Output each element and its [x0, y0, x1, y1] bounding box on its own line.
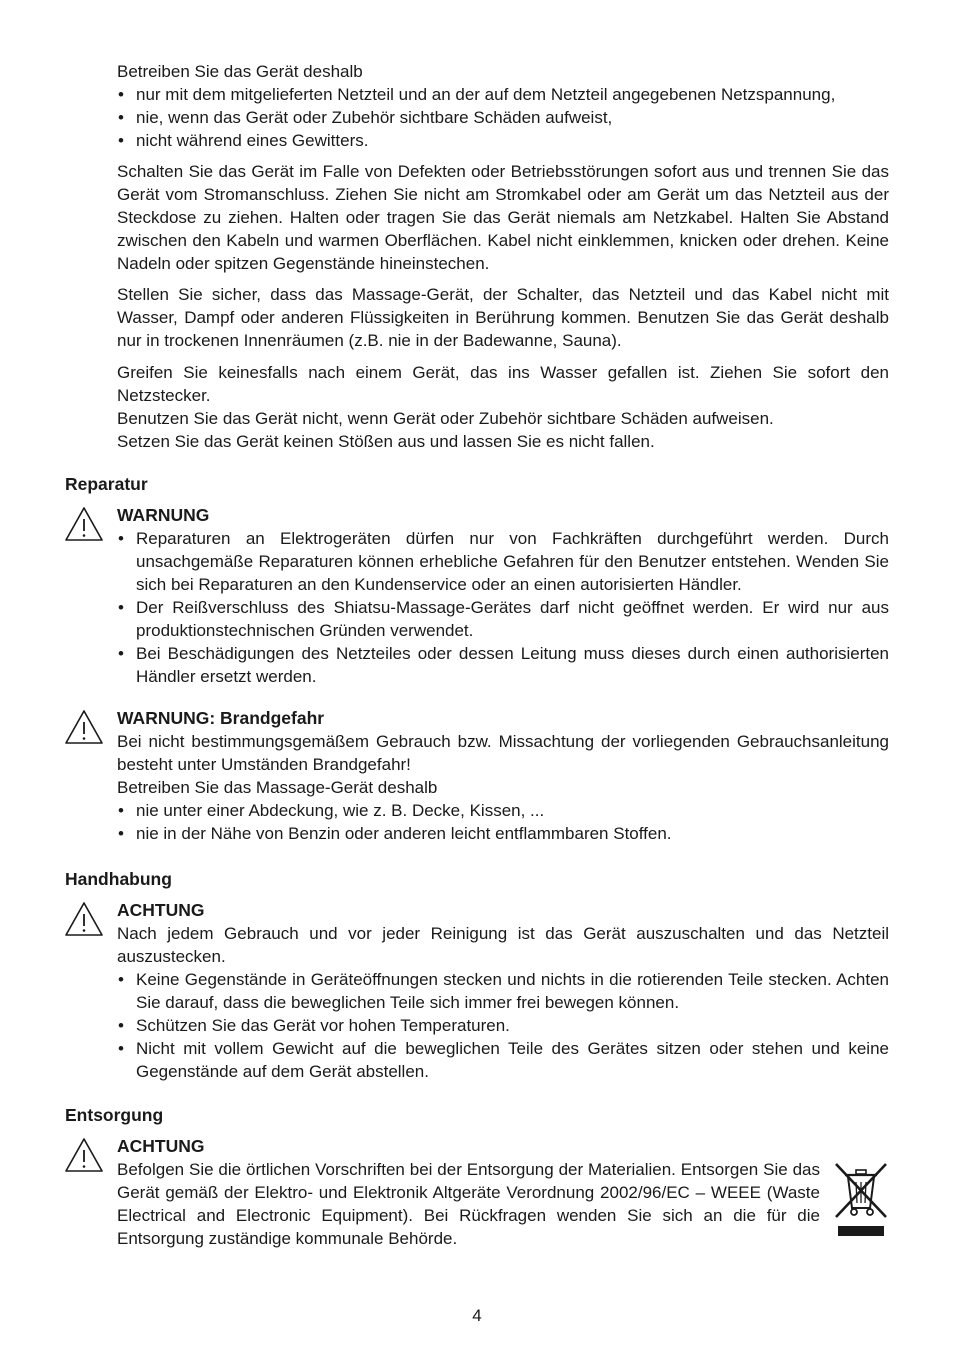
reparatur-bullet: • Reparaturen an Elektrogeräten dürfen nur von Fachkräften durchgeführt werden. Durch unsachgemäße Reparaturen können erhebliche Gefahren für den Benutzer entstehen. Wenden Sie sich bei Reparaturen an den Kundenservice oder an einen autorisierten Händler.: [117, 527, 889, 596]
reparatur-bullet: • Bei Beschädigungen des Netzteiles oder dessen Leitung muss dieses durch einen authorisierten Händler ersetzt werden.: [117, 642, 889, 688]
page-number: 4: [472, 1306, 482, 1325]
fire-warning-text: Bei nicht bestimmungsgemäßem Gebrauch bzw. Missachtung der vorliegenden Gebrauchsanleitung besteht unter Umständen Brandgefahr!: [117, 732, 889, 774]
handhabung-caution-block: [117, 899, 889, 1083]
intro-paragraph-3c: Setzen Sie das Gerät keinen Stößen aus und lassen Sie es nicht fallen.: [117, 432, 655, 451]
intro-paragraph-3: [117, 361, 889, 453]
fire-warning-lead: Betreiben Sie das Massage-Gerät deshalb: [117, 778, 438, 797]
reparatur-warning-block: [117, 504, 889, 688]
fire-warning-block: [117, 707, 889, 845]
intro-bullet: • nie, wenn das Gerät oder Zubehör sichtbare Schäden aufweist,: [117, 106, 889, 129]
intro-section: [117, 60, 889, 152]
fire-warning-title: WARNUNG: Brandgefahr: [117, 708, 325, 728]
handhabung-bullet: • Nicht mit vollem Gewicht auf die beweglichen Teile des Gerätes sitzen oder stehen und keine Gegenstände auf dem Gerät abstellen.: [117, 1037, 889, 1083]
fire-bullet: • nie unter einer Abdeckung, wie z. B. Decke, Kissen, ...: [117, 799, 889, 822]
warning-title: WARNUNG: [117, 505, 210, 525]
intro-lead: Betreiben Sie das Gerät deshalb: [117, 62, 363, 81]
section-heading-handhabung: Handhabung: [65, 869, 172, 889]
caution-title: ACHTUNG: [117, 900, 205, 920]
handhabung-text: Nach jedem Gebrauch und vor jeder Reinigung ist das Gerät auszuschalten und das Netzteil auszustecken.: [117, 924, 889, 966]
warning-triangle-icon: [64, 901, 104, 937]
intro-bullet: • nur mit dem mitgelieferten Netzteil und an der auf dem Netzteil angegebenen Netzspannung,: [117, 83, 889, 106]
intro-bullet: • nicht während eines Gewitters.: [117, 129, 889, 152]
fire-bullet: • nie in der Nähe von Benzin oder anderen leicht entflammbaren Stoffen.: [117, 822, 889, 845]
handhabung-bullet: • Keine Gegenstände in Geräteöffnungen stecken und nichts in die rotierenden Teile stecken. Achten Sie darauf, dass die beweglichen Teile sich immer frei bewegen können.: [117, 968, 889, 1014]
intro-paragraph-3a: Greifen Sie keinesfalls nach einem Gerät, das ins Wasser gefallen ist. Ziehen Sie sofort den Netzstecker.: [117, 363, 889, 405]
intro-paragraph-2: Stellen Sie sicher, dass das Massage-Gerät, der Schalter, das Netzteil und das Kabel nicht mit Wasser, Dampf oder anderen Flüssigkeiten in Berührung kommen. Benutzen Sie das Gerät deshalb nur in trockenen Innenräumen (z.B. nie in der Badewanne, Sauna).: [117, 285, 889, 350]
crossed-out-wheelie-bin-icon: [833, 1160, 889, 1238]
entsorgung-text: Befolgen Sie die örtlichen Vorschriften bei der Entsorgung der Materialien. Entsorgen Sie das Gerät gemäß der Elektro- und Elektronik Altgeräte Verordnung 2002/96/EC – WEEE (Waste Electrical and Electronic Equipment). Bei Rückfragen wenden Sie sich an die für die Entsorgung zuständige kommunale Behörde.: [117, 1160, 820, 1248]
section-heading-reparatur: Reparatur: [65, 474, 148, 494]
warning-triangle-icon: [64, 506, 104, 542]
warning-triangle-icon: [64, 1137, 104, 1173]
caution-title: ACHTUNG: [117, 1136, 205, 1156]
handhabung-bullet: • Schützen Sie das Gerät vor hohen Temperaturen.: [117, 1014, 889, 1037]
intro-paragraph-1: Schalten Sie das Gerät im Falle von Defekten oder Betriebsstörungen sofort aus und trennen Sie das Gerät vom Stromanschluss. Ziehen Sie nicht am Stromkabel oder am Gerät um das Netzteil aus der Steckdose zu ziehen. Halten oder tragen Sie das Gerät niemals am Netzkabel. Halten Sie Abstand zwischen den Kabeln und warmen Oberflächen. Kabel nicht einklemmen, knicken oder drehen. Keine Nadeln oder spitzen Gegenstände hineinstechen.: [117, 162, 889, 273]
intro-paragraph-3b: Benutzen Sie das Gerät nicht, wenn Gerät oder Zubehör sichtbare Schäden aufweisen.: [117, 409, 774, 428]
reparatur-bullet: • Der Reißverschluss des Shiatsu-Massage-Gerätes darf nicht geöffnet werden. Er wird nur aus produktionstechnischen Gründen verwendet.: [117, 596, 889, 642]
warning-triangle-icon: [64, 709, 104, 745]
section-heading-entsorgung: Entsorgung: [65, 1105, 164, 1125]
entsorgung-caution-block: [117, 1135, 820, 1250]
